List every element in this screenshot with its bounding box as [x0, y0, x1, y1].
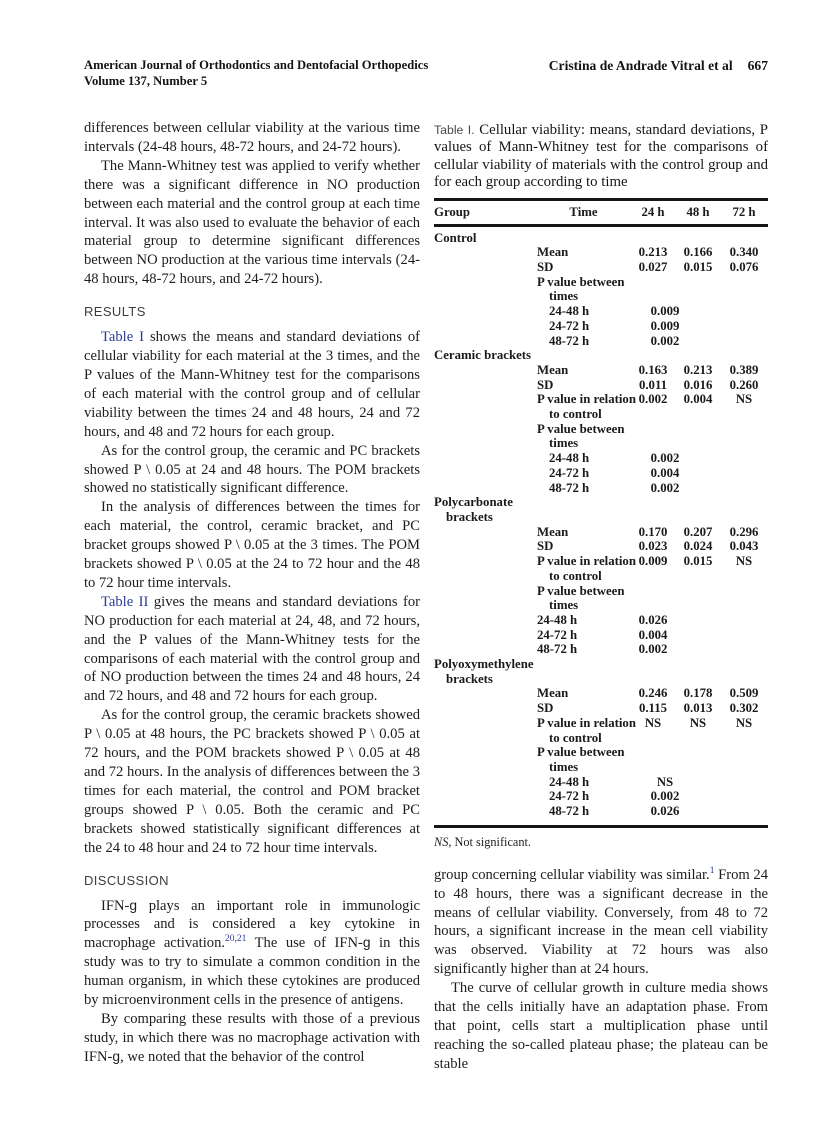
table-cell-value — [688, 510, 732, 525]
table-cell-time — [537, 348, 630, 363]
table-cell-time: P value in relation — [537, 392, 636, 407]
table-cell-value — [676, 745, 720, 760]
table-cell-value — [676, 584, 720, 599]
table-cell-value: 0.016 — [683, 377, 713, 392]
table-cell-group — [434, 731, 537, 746]
table-cell-group — [434, 260, 537, 275]
right-column-paragraphs — [434, 866, 768, 1074]
table-cell-value: 0.013 — [683, 701, 713, 716]
running-head-journal — [84, 57, 484, 89]
table-group-row — [434, 672, 768, 687]
table-cell-value — [720, 231, 768, 246]
table-cell-time: P value between — [537, 421, 625, 436]
table-cell-value — [630, 657, 676, 672]
table-cell-value: 0.009 — [650, 318, 680, 333]
table-row — [434, 716, 768, 731]
table-cell-value — [720, 613, 768, 628]
table-cell-time: times — [549, 759, 579, 774]
paragraph: group concerning cellular viability was similar.$^1$ From 24 to 48 hours, there was a significant decrease in the means of cellular viability. Conversely, from 48 to 72 hours, a significant increase in the mean cell viability was observed. Viability at 72 hours was also significantly higher than at 24 hours. — [434, 865, 768, 978]
footnote-text: , Not significant. — [448, 834, 532, 849]
table-cell-group — [434, 642, 537, 657]
table-cell-group — [434, 481, 537, 496]
table-cell-value — [688, 760, 732, 775]
journal-volume: Volume 137, Number 5 — [84, 74, 208, 88]
table-cell-time: Mean — [537, 524, 569, 539]
table-cell-group — [434, 304, 537, 319]
table-cell-value — [732, 451, 780, 466]
paragraph: IFN-g plays an important role in immunologic processes and is considered a key cytokine in macrophage activation.$^{20,21}$ The use of IFN-g in this study was to try to simulate a common condition in the human organism, in which these cytokines are produced by microenvironment cells in the presence of antigens. — [84, 897, 420, 1009]
table-cell-time: 24-48 h — [549, 774, 590, 789]
table-cell-group — [434, 554, 537, 569]
table-col-header-72h: 72 h — [732, 204, 756, 219]
table-cell-value — [732, 407, 780, 422]
table-cell-time: P value between — [537, 274, 625, 289]
authors-text: Cristina de Andrade Vitral et al — [548, 58, 733, 73]
table-cell-time — [549, 510, 642, 525]
table-cell-time: 24-48 h — [537, 612, 578, 627]
table-cell-time: SD — [537, 260, 554, 275]
gamma-glyph: g — [129, 897, 138, 913]
table-cell-time: to control — [549, 568, 602, 583]
table-cell-value: 0.213 — [638, 245, 668, 260]
table-cell-time: P value between — [537, 583, 625, 598]
table-cell-value: 0.004 — [683, 392, 713, 407]
table-cell-time: to control — [549, 407, 602, 422]
table-cell-group — [434, 539, 537, 554]
table-cell-group — [434, 407, 537, 422]
table-cell-value — [732, 481, 780, 496]
table-cell-value: 0.302 — [729, 701, 759, 716]
table-cell-value: NS — [689, 715, 707, 730]
table-cell-value — [732, 731, 780, 746]
table-cell-value — [732, 672, 780, 687]
table-row — [434, 451, 768, 466]
table-row — [434, 701, 768, 716]
table-cell-value — [688, 289, 732, 304]
table-cell-value — [688, 481, 732, 496]
table-cell-time: times — [549, 436, 579, 451]
table-row — [434, 436, 768, 451]
table-cell-value — [732, 598, 780, 613]
table-cell-value — [688, 804, 732, 819]
table-cell-value — [732, 804, 780, 819]
table-col-header-group: Group — [434, 204, 471, 219]
table-cell-value — [676, 657, 720, 672]
table-cell-time: 48-72 h — [549, 804, 590, 819]
paragraph: Table I shows the means and standard deviations of cellular viability for each material at the 3 times, and the P values of the Mann-Whitney test for the comparisons of each material with the control group and of cellular viability between the times 24 and 48 hours, 24 and 72 hours, and 48 and 72 hours for each group. — [84, 329, 420, 440]
table-cell-group — [434, 745, 537, 760]
table-row — [434, 334, 768, 349]
table-cell-time: P value in relation — [537, 554, 636, 569]
table-group-row — [434, 495, 768, 510]
table-cell-value: 0.509 — [729, 686, 759, 701]
table-cell-group — [434, 525, 537, 540]
table-caption-text: Cellular viability: means, standard deviations, P values of Mann-Whitney test for the comparisons of cellular viability of materials with the control group and for each group according to time — [434, 122, 768, 191]
table-cell-time: SD — [537, 701, 554, 716]
table-cell-group: Polyoxymethylene — [434, 657, 534, 672]
paragraph: The Mann-Whitney test was applied to verify whether there was a significant difference in NO production between each material and the control group at each time interval. It was also used to evaluate the behavior of each material group to determine significant differences between NO production at the various time intervals (24-48 hours, 48-72 hours, and 24-72 hours). — [84, 157, 420, 288]
table-cell-time: 48-72 h — [549, 333, 590, 348]
table-cell-value — [676, 422, 720, 437]
results-heading: RESULTS — [84, 304, 146, 320]
paragraph: As for the control group, the ceramic brackets showed P \ 0.05 at 48 hours, the PC brackets showed P \ 0.05 at 72 hours, and the POM brackets showed P \ 0.05 at 48 and 72 hours. In the analysis of differences between the 3 times for each material, the control and POM bracket groups showed P \ 0.05. Both the ceramic and PC brackets showed statistically significant differences at the 24 to 48 hour and 24 to 72 hour time intervals. — [84, 707, 420, 856]
table-cell-value: 0.002 — [638, 642, 668, 657]
table-cell-group — [434, 378, 537, 393]
table-row — [434, 378, 768, 393]
table-row — [434, 804, 768, 819]
table-cell-value — [688, 436, 732, 451]
table-cell-group — [434, 569, 537, 584]
table-header-row — [434, 201, 768, 227]
table-cell-value: 0.296 — [729, 524, 759, 539]
table-cell-value: NS — [735, 392, 753, 407]
table-cell-value — [720, 745, 768, 760]
table-cell-value — [720, 657, 768, 672]
table-cell-group — [434, 436, 537, 451]
table-cell-value — [676, 275, 720, 290]
table-cell-value: 0.011 — [638, 377, 668, 392]
table-cell-group: Control — [434, 230, 477, 245]
table-row — [434, 407, 768, 422]
table-cell-value — [642, 672, 688, 687]
table-cell-group — [434, 613, 537, 628]
table-cell-value: 0.043 — [729, 539, 759, 554]
table-cell-time — [537, 495, 630, 510]
table-cell-value: NS — [735, 554, 753, 569]
table-cell-group — [434, 584, 537, 599]
table-cell-value — [688, 731, 732, 746]
table-cell-value — [630, 275, 676, 290]
table-row — [434, 392, 768, 407]
table-cell-value: 0.213 — [683, 362, 713, 377]
table-footnote — [434, 835, 768, 850]
table-row — [434, 539, 768, 554]
table-cell-time: 24-72 h — [549, 789, 590, 804]
table-row — [434, 275, 768, 290]
table-cell-value — [720, 495, 768, 510]
table-cell-time: P value between — [537, 745, 625, 760]
table-cell-value — [732, 304, 780, 319]
table-cell-value: 0.026 — [650, 804, 680, 819]
table-cell-group — [434, 775, 537, 790]
table-cell-group — [434, 804, 537, 819]
table-cell-value — [630, 348, 676, 363]
table-cell-time: SD — [537, 377, 554, 392]
table-ref-link[interactable]: Table I — [101, 329, 145, 346]
table-cell-group — [434, 422, 537, 437]
table-cell-group — [434, 760, 537, 775]
table-cell-group — [434, 716, 537, 731]
table-cell-time: Mean — [537, 362, 569, 377]
table-cell-group — [434, 363, 537, 378]
table-cell-value: 0.027 — [638, 260, 668, 275]
table-cell-value — [630, 422, 676, 437]
table-cell-group — [434, 701, 537, 716]
table-cell-value — [688, 775, 732, 790]
table-cell-value — [720, 275, 768, 290]
intro-paragraphs — [84, 119, 420, 289]
table-row — [434, 642, 768, 657]
table-group-row — [434, 231, 768, 246]
table-cell-value — [688, 569, 732, 584]
table-cell-group — [434, 686, 537, 701]
table-cell-value — [688, 319, 732, 334]
table-cell-value — [720, 348, 768, 363]
table-cell-value — [688, 598, 732, 613]
table-cell-group — [434, 319, 537, 334]
table-row — [434, 760, 768, 775]
table-cell-value: 0.023 — [638, 539, 668, 554]
citation-ref[interactable]: 20,21 — [225, 934, 247, 945]
table-cell-value: NS — [644, 715, 662, 730]
table-cell-value — [732, 289, 780, 304]
table-row — [434, 745, 768, 760]
table-cell-time: SD — [537, 539, 554, 554]
table-row — [434, 422, 768, 437]
table-cell-value — [732, 334, 780, 349]
table-cell-value — [688, 334, 732, 349]
table-cell-group — [434, 275, 537, 290]
table-cell-value — [688, 789, 732, 804]
table-cell-group — [434, 289, 537, 304]
table-row — [434, 466, 768, 481]
table-row — [434, 775, 768, 790]
paragraph: Table II gives the means and standard deviations for NO production for each material at 24, 48, and 72 hours, and the P values of the Mann-Whitney tests for the comparisons of each material with the control group and of NO production between the times 24 and 48 hours, 24 and 72 hours, and 48 and 72 hours for each group. — [84, 593, 421, 705]
table-cell-time — [537, 231, 630, 246]
table-row — [434, 686, 768, 701]
table-cell-value: 0.207 — [683, 524, 713, 539]
table-cell-value: 0.002 — [650, 333, 680, 348]
table-cell-group: Ceramic brackets — [434, 348, 532, 363]
table-cell-group — [434, 451, 537, 466]
table-cell-value — [732, 510, 780, 525]
table-cell-value — [732, 775, 780, 790]
table-cell-value — [720, 422, 768, 437]
table-cell-value: 0.163 — [638, 362, 668, 377]
table-cell-time: Mean — [537, 245, 569, 260]
table-cell-value — [732, 569, 780, 584]
results-paragraphs — [84, 328, 420, 857]
table-row — [434, 628, 768, 643]
citation-ref[interactable]: 1 — [709, 865, 715, 876]
table-cell-time: times — [549, 598, 579, 613]
table-row — [434, 481, 768, 496]
page-number: 667 — [747, 58, 768, 73]
table-row — [434, 260, 768, 275]
table-cell-value — [642, 760, 688, 775]
table-cell-value — [642, 510, 688, 525]
table-cell-value: 0.002 — [650, 480, 680, 495]
table-cell-value: 0.170 — [638, 524, 668, 539]
table-cell-value: 0.004 — [650, 465, 680, 480]
table-cell-group: brackets — [446, 509, 493, 524]
journal-title: American Journal of Orthodontics and Dentofacial Orthopedics — [84, 58, 429, 72]
table-cell-time: P value in relation — [537, 715, 636, 730]
table-cell-value: 0.166 — [683, 245, 713, 260]
table-row — [434, 363, 768, 378]
table-cell-value — [642, 569, 688, 584]
table-cell-time: times — [549, 289, 579, 304]
table-body — [434, 227, 768, 828]
table-group-row — [434, 510, 768, 525]
table-col-header-time: Time — [569, 204, 598, 219]
left-column — [84, 119, 420, 1067]
table-cell-value — [720, 628, 768, 643]
table-cell-value: 0.015 — [683, 260, 713, 275]
table-cell-group — [434, 628, 537, 643]
table-cell-time: 24-72 h — [549, 318, 590, 333]
right-column — [434, 119, 768, 1074]
table-cell-value: 0.389 — [729, 362, 759, 377]
table-cell-value: 0.178 — [683, 686, 713, 701]
table-row — [434, 245, 768, 260]
footnote-abbreviation: NS — [434, 834, 449, 849]
table-cell-value — [642, 436, 688, 451]
table-cell-value — [676, 495, 720, 510]
table-cell-time: 48-72 h — [537, 642, 578, 657]
table-cell-value — [732, 436, 780, 451]
table-cell-value — [630, 495, 676, 510]
table-cell-value — [720, 584, 768, 599]
table-cell-time: 24-48 h — [549, 304, 590, 319]
gamma-glyph: g — [362, 935, 371, 951]
table-cell-value — [676, 613, 720, 628]
paragraph: By comparing these results with those of a previous study, in which there was no macrophage activation with IFN-g, we noted that the behavior of the control — [84, 1010, 420, 1065]
table-row — [434, 789, 768, 804]
table-cell-value: 0.260 — [729, 377, 759, 392]
table-cell-value — [642, 731, 688, 746]
table-cell-value — [676, 231, 720, 246]
table-row — [434, 584, 768, 599]
table-cell-group — [434, 392, 537, 407]
table-cell-value: 0.246 — [638, 686, 668, 701]
table-cell-time: 24-72 h — [537, 627, 578, 642]
table-cell-value — [630, 745, 676, 760]
table-cell-value — [732, 760, 780, 775]
table-cell-time: 24-72 h — [549, 465, 590, 480]
table-cell-time — [549, 672, 642, 687]
table-caption-label: Table I. — [434, 123, 475, 137]
table-cell-value — [630, 231, 676, 246]
table-cell-value: 0.002 — [650, 451, 680, 466]
table-cell-value: 0.004 — [638, 627, 668, 642]
table-row — [434, 304, 768, 319]
table-cell-value — [732, 789, 780, 804]
table-col-header-24h: 24 h — [641, 204, 665, 219]
discussion-heading: DISCUSSION — [84, 872, 169, 888]
table-cell-value — [732, 466, 780, 481]
table-cell-value — [688, 304, 732, 319]
table-row — [434, 731, 768, 746]
table-cell-value — [642, 598, 688, 613]
table-cell-time: to control — [549, 730, 602, 745]
table-cell-group: brackets — [446, 671, 493, 686]
table-cell-value — [676, 628, 720, 643]
paragraph: As for the control group, the ceramic and PC brackets showed P \ 0.05 at 24 and 48 hours. The POM brackets showed no statistically significant difference. — [84, 442, 420, 497]
table-cell-value — [720, 642, 768, 657]
table-cell-value — [642, 289, 688, 304]
table-row — [434, 525, 768, 540]
table-row — [434, 613, 768, 628]
table-cell-group: Polycarbonate — [434, 495, 513, 510]
table-cell-value — [732, 319, 780, 334]
table-cell-value — [688, 407, 732, 422]
table-cell-value: 0.340 — [729, 245, 759, 260]
table-cell-value: 0.115 — [638, 701, 668, 716]
paragraph: The curve of cellular growth in culture media shows that the cells initially have an adaptation phase. From that point, cells start a multiplication phase until reaching the so-called plateau phase; the plateau can be stable — [434, 980, 768, 1072]
running-head-authors — [549, 58, 768, 74]
table-cell-value: 0.076 — [729, 260, 759, 275]
table-ref-link[interactable]: Table II — [101, 593, 149, 610]
table-cell-value — [676, 348, 720, 363]
table-cell-time: 48-72 h — [549, 480, 590, 495]
table-cell-value — [688, 672, 732, 687]
table-cell-time: Mean — [537, 686, 569, 701]
table-cell-group — [434, 245, 537, 260]
table-cell-value: 0.002 — [638, 392, 668, 407]
table-row — [434, 319, 768, 334]
table-cell-value — [642, 407, 688, 422]
table-cell-value — [688, 466, 732, 481]
table-cell-value: 0.009 — [650, 304, 680, 319]
paragraph: In the analysis of differences between the times for each material, the control, ceramic bracket, and PC bracket groups showed P \ 0.05 at the 3 times. The POM brackets showed P \ 0.05 at the 24 to 72 hour and the 48 to 72 hour time intervals. — [84, 499, 420, 591]
table-cell-time: 24-48 h — [549, 451, 590, 466]
table-cell-value — [630, 584, 676, 599]
table-cell-value: 0.009 — [638, 554, 668, 569]
table-cell-time — [537, 657, 630, 672]
table-i — [434, 198, 768, 828]
table-cell-group — [434, 466, 537, 481]
table-caption — [434, 122, 768, 192]
table-cell-value — [688, 451, 732, 466]
table-cell-value — [676, 642, 720, 657]
gamma-glyph: g — [112, 1048, 121, 1064]
table-row — [434, 569, 768, 584]
table-cell-value: 0.002 — [650, 789, 680, 804]
table-group-row — [434, 657, 768, 672]
table-col-header-48h: 48 h — [686, 204, 710, 219]
table-cell-group — [434, 789, 537, 804]
table-cell-value: NS — [656, 774, 674, 789]
table-cell-value: NS — [735, 715, 753, 730]
table-row — [434, 289, 768, 304]
table-cell-value: 0.026 — [638, 612, 668, 627]
table-group-row — [434, 348, 768, 363]
table-cell-group — [434, 334, 537, 349]
paragraph: differences between cellular viability at the various time intervals (24-48 hours, 48-72 hours, and 24-72 hours). — [84, 120, 420, 155]
table-row — [434, 598, 768, 613]
table-cell-value: 0.015 — [683, 554, 713, 569]
discussion-paragraphs — [84, 897, 420, 1067]
table-row — [434, 554, 768, 569]
table-cell-group — [434, 598, 537, 613]
table-cell-value: 0.024 — [683, 539, 713, 554]
